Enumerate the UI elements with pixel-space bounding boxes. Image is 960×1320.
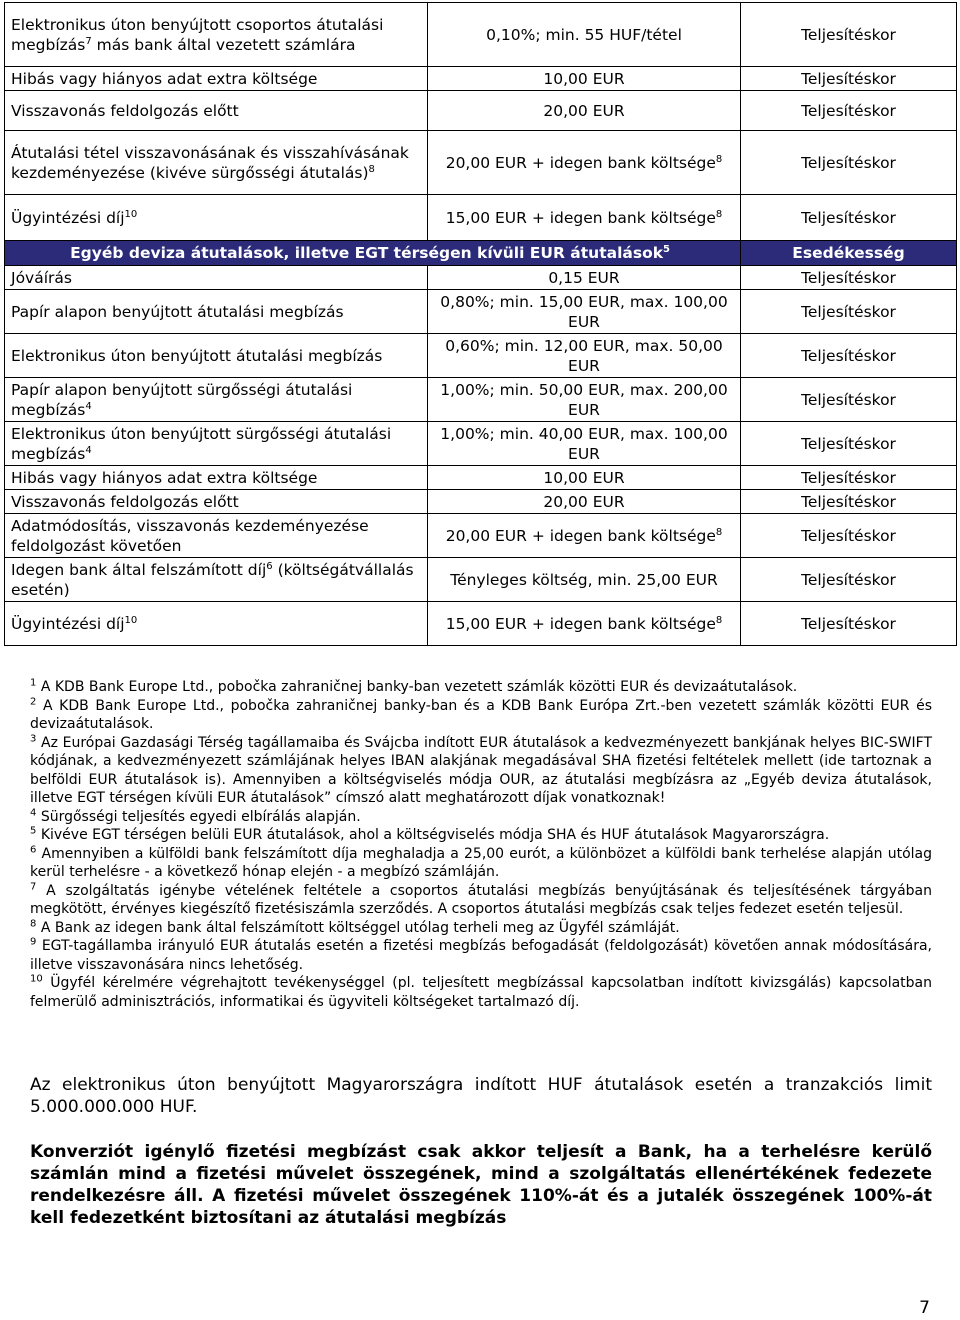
service-cell	[5, 67, 428, 91]
footnote-number: 1	[30, 677, 37, 689]
due-cell: Teljesítéskor	[741, 558, 957, 602]
service-label: Idegen bank által felszámított díj	[11, 560, 267, 579]
footnote	[30, 937, 932, 974]
fee-amount: 1,00%; min. 50,00 EUR, max. 200,00 EUR	[440, 380, 728, 419]
footnote	[30, 678, 932, 697]
table-row	[5, 466, 957, 490]
table-row	[5, 290, 957, 334]
footnote-number: 9	[30, 936, 37, 948]
service-cell	[5, 91, 428, 131]
table-row	[5, 334, 957, 378]
service-cell	[5, 558, 428, 602]
table-row	[5, 378, 957, 422]
table-row	[5, 422, 957, 466]
service-label: Átutalási tétel visszavonásának és visszahívásának kezdeményezése (kivéve sürgősségi átutalás)	[11, 143, 409, 182]
service-label-continued: más bank által vezetett számlára	[91, 35, 356, 54]
service-label: Elektronikus úton benyújtott sürgősségi átutalási megbízás	[11, 424, 392, 463]
due-cell: Teljesítéskor	[741, 195, 957, 241]
service-label: Adatmódosítás, visszavonás kezdeményezése feldolgozást követően	[11, 516, 369, 555]
footnote-text: Amennyiben a külföldi bank felszámított díja meghaladja a 25,00 eurót, a különbözet a külföldi bank terhelése alapján utólag kerül terhelésre - a következő hónap elején - a megbízó számláján.	[30, 845, 932, 880]
fee-amount: 0,60%; min. 12,00 EUR, max. 50,00 EUR	[445, 336, 723, 375]
page-number: 7	[919, 1298, 930, 1318]
footnote-text: Sürgősségi teljesítés egyedi elbírálás alapján.	[40, 808, 361, 825]
service-cell	[5, 290, 428, 334]
fee-amount: 0,80%; min. 15,00 EUR, max. 100,00 EUR	[440, 292, 728, 331]
footnote	[30, 919, 932, 938]
fee-amount: 0,10%; min. 55 HUF/tétel	[486, 25, 682, 44]
table-row	[5, 131, 957, 195]
service-label: Ügyintézési díj	[11, 614, 125, 633]
footnote-number: 10	[30, 973, 43, 985]
fee-table	[4, 2, 957, 646]
service-label: Papír alapon benyújtott sürgősségi átutalási megbízás	[11, 380, 353, 419]
due-cell: Teljesítéskor	[741, 378, 957, 422]
footnote-ref: 6	[266, 560, 273, 572]
footnote-ref: 8	[368, 163, 375, 175]
fee-amount: 10,00 EUR	[543, 468, 625, 487]
table-row	[5, 91, 957, 131]
due-cell: Teljesítéskor	[741, 334, 957, 378]
service-label: Elektronikus úton benyújtott átutalási megbízás	[11, 346, 383, 365]
footnote-number: 6	[30, 843, 37, 855]
footnote-text: EGT-tagállamba irányuló EUR átutalás esetén a fizetési megbízás befogadását (feldolgozását) követően annak módosítására, illetve visszavonására nincs lehetőség.	[30, 938, 932, 973]
fee-amount-cell	[428, 602, 741, 646]
fee-amount-cell	[428, 334, 741, 378]
service-cell	[5, 466, 428, 490]
due-cell: Teljesítéskor	[741, 422, 957, 466]
transaction-limit-paragraph: Az elektronikus úton benyújtott Magyarországra indított HUF átutalások esetén a tranzakciós limit 5.000.000.000 HUF.	[30, 1075, 932, 1117]
fee-amount-cell	[428, 195, 741, 241]
fee-amount: 0,15 EUR	[548, 268, 620, 287]
fee-amount-cell	[428, 3, 741, 67]
table-row	[5, 602, 957, 646]
footnote-text: Kivéve EGT térségen belüli EUR átutalások, ahol a költségviselés módja SHA és HUF átutalások Magyarországra.	[40, 827, 830, 843]
section-header-label: Egyéb deviza átutalások, illetve EGT térségen kívüli EUR átutalások	[70, 244, 664, 262]
due-cell: Teljesítéskor	[741, 67, 957, 91]
service-cell	[5, 195, 428, 241]
footnote-ref: 4	[85, 400, 92, 412]
due-cell: Teljesítéskor	[741, 91, 957, 131]
fee-amount: Tényleges költség, min. 25,00 EUR	[450, 570, 718, 589]
footnote	[30, 808, 932, 827]
fee-amount-cell	[428, 466, 741, 490]
footnote-ref: 8	[715, 208, 723, 220]
fee-amount: 10,00 EUR	[543, 69, 625, 88]
footnote-ref: 4	[85, 444, 92, 456]
service-cell	[5, 602, 428, 646]
footnote-ref: 5	[663, 243, 670, 255]
fee-amount: 20,00 EUR + idegen bank költsége	[445, 153, 716, 172]
service-cell	[5, 514, 428, 558]
fee-amount-cell	[428, 67, 741, 91]
footnote	[30, 974, 932, 1011]
footnote	[30, 882, 932, 919]
table-row	[5, 67, 957, 91]
service-cell	[5, 378, 428, 422]
conversion-coverage-paragraph: Konverziót igénylő fizetési megbízást csak akkor teljesít a Bank, ha a terhelésre kerülő számlán mind a fizetési művelet összegének, mind a szolgáltatás ellenértékének fedezete rendelkezésre áll. A fizetési művelet összegének 110%-át és a jutalék összegének 100%-át kell fedezetként biztosítani az átutalási megbízás	[30, 1142, 932, 1228]
table-row	[5, 195, 957, 241]
due-cell: Teljesítéskor	[741, 3, 957, 67]
footnote	[30, 734, 932, 808]
service-label: Hibás vagy hiányos adat extra költsége	[11, 69, 318, 88]
fee-amount-cell	[428, 490, 741, 514]
service-cell	[5, 422, 428, 466]
service-label: Jóváírás	[11, 268, 72, 287]
service-label: Hibás vagy hiányos adat extra költsége	[11, 468, 318, 487]
footnote-number: 4	[30, 806, 37, 818]
service-cell	[5, 334, 428, 378]
fee-amount: 15,00 EUR + idegen bank költsége	[445, 614, 716, 633]
fee-amount: 1,00%; min. 40,00 EUR, max. 100,00 EUR	[440, 424, 728, 463]
footnote-ref: 8	[715, 526, 723, 538]
table-row	[5, 514, 957, 558]
fee-amount-cell	[428, 266, 741, 290]
footnote-number: 2	[30, 695, 37, 707]
footnote-text: Ügyfél kérelmére végrehajtott tevékenységgel (pl. teljesített megbízással kapcsolatban indított kivizsgálás) kapcsolatban felmerülő adminisztrációs, informatikai és ügyviteli költségeket tartalmazó díj.	[30, 975, 932, 1010]
footnote-text: A KDB Bank Europe Ltd., pobočka zahraničnej banky-ban és a KDB Bank Európa Zrt.-ben vezetett számlák közötti EUR és devizaátutalások.	[30, 697, 933, 732]
service-cell	[5, 266, 428, 290]
service-cell	[5, 490, 428, 514]
table-row	[5, 558, 957, 602]
fee-amount-cell	[428, 91, 741, 131]
fee-amount-cell	[428, 131, 741, 195]
due-cell: Teljesítéskor	[741, 290, 957, 334]
footnote-ref: 8	[715, 614, 723, 626]
footnote-number: 5	[30, 825, 37, 837]
table-row	[5, 490, 957, 514]
due-cell: Teljesítéskor	[741, 490, 957, 514]
service-cell	[5, 3, 428, 67]
footnote	[30, 697, 932, 734]
table-row	[5, 266, 957, 290]
service-label: Papír alapon benyújtott átutalási megbízás	[11, 302, 344, 321]
due-cell: Teljesítéskor	[741, 602, 957, 646]
fee-amount: 20,00 EUR + idegen bank költsége	[445, 526, 716, 545]
footnote-number: 8	[30, 917, 37, 929]
footnote	[30, 845, 932, 882]
table-row	[5, 3, 957, 67]
service-cell	[5, 131, 428, 195]
footnote-text: A Bank az idegen bank által felszámított költséggel utólag terheli meg az Ügyfél számláját.	[40, 919, 680, 936]
service-label: Ügyintézési díj	[11, 208, 125, 227]
fee-amount-cell	[428, 290, 741, 334]
service-label: Visszavonás feldolgozás előtt	[11, 492, 239, 511]
footnote-text: Az Európai Gazdasági Térség tagállamaiba és Svájcba indított EUR átutalások a kedvezményezett bankjának helyes BIC-SWIFT kódjának, a kedvezményezett számlájának helyes IBAN alakjának megadásával SHA fizetési feltételek mellett (ide tartoznak a belföldi EUR átutalások is). Amennyiben a költségviselés módja OUR, az átutalási megbízásra az „Egyéb deviza átutalások, illetve EGT térségen kívüli EUR átutalások” címszó alatt meghatározott díjak vonatkoznak!	[30, 734, 933, 806]
fee-table-body	[5, 3, 957, 646]
section-header-row	[5, 241, 957, 266]
footnote-ref: 10	[124, 208, 138, 220]
footnotes	[30, 678, 932, 1011]
fee-amount-cell	[428, 514, 741, 558]
footnote	[30, 826, 932, 845]
fee-amount-cell	[428, 422, 741, 466]
footnote-ref: 10	[124, 614, 138, 626]
fee-amount: 15,00 EUR + idegen bank költsége	[445, 208, 716, 227]
footnote-ref: 8	[715, 153, 723, 165]
footnote-text: A szolgáltatás igénybe vételének feltétele a csoportos átutalási megbízás benyújtásának és teljesítésének tárgyában megkötött, érvényes kiegészítő fizetésiszámla szerződés. A csoportos átutalási megbízás csak teljes fedezet esetén teljesül.	[30, 882, 933, 917]
section-header-title	[5, 241, 741, 266]
service-label-continued: (költségátvállalás esetén)	[11, 560, 414, 599]
fee-amount-cell	[428, 378, 741, 422]
footnote-number: 3	[30, 732, 37, 744]
due-cell: Teljesítéskor	[741, 131, 957, 195]
fee-amount: 20,00 EUR	[543, 492, 625, 511]
footnote-ref: 7	[85, 35, 92, 47]
fee-amount-cell	[428, 558, 741, 602]
due-cell: Teljesítéskor	[741, 514, 957, 558]
footnote-number: 7	[30, 880, 37, 892]
service-label: Visszavonás feldolgozás előtt	[11, 101, 239, 120]
fee-amount: 20,00 EUR	[543, 101, 625, 120]
due-cell: Teljesítéskor	[741, 466, 957, 490]
service-label: Elektronikus úton benyújtott csoportos átutalási megbízás	[11, 15, 384, 54]
section-header-due: Esedékesség	[741, 241, 957, 266]
footnote-text: A KDB Bank Europe Ltd., pobočka zahraničnej banky-ban vezetett számlák közötti EUR és devizaátutalások.	[40, 679, 798, 695]
due-cell: Teljesítéskor	[741, 266, 957, 290]
